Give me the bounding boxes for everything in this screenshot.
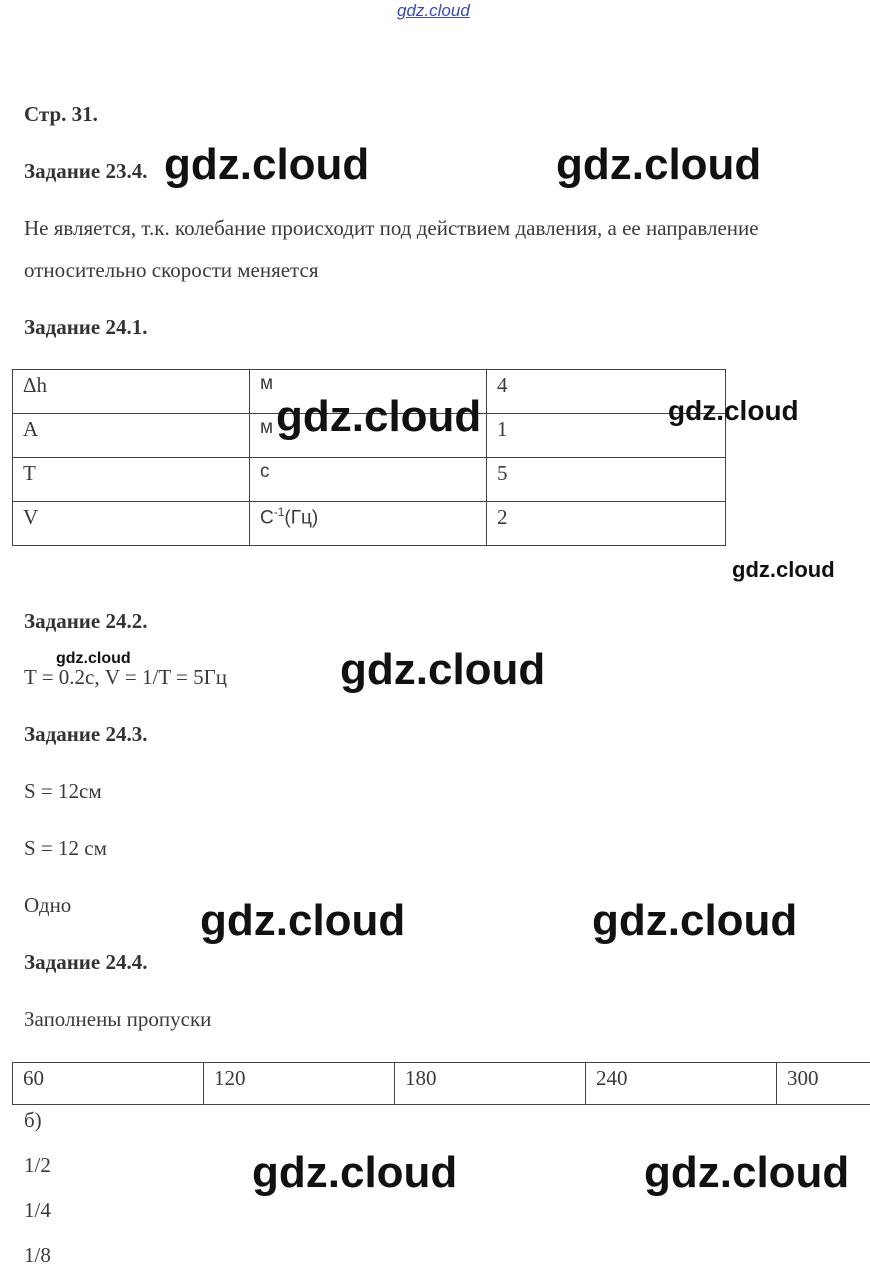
- watermark: gdz.cloud: [200, 896, 406, 945]
- task-24-4-sub-label: б): [24, 1108, 42, 1132]
- watermark: gdz.cloud: [340, 645, 546, 694]
- watermark: gdz.cloud: [56, 650, 131, 667]
- table-cell: 180: [395, 1063, 586, 1105]
- task-24-1-title: Задание 24.1.: [24, 315, 148, 339]
- table-cell-name: V: [13, 502, 250, 546]
- watermark: gdz.cloud: [252, 1148, 458, 1197]
- table-cell: 300: [777, 1063, 870, 1105]
- table-cell-value: 1: [487, 414, 726, 458]
- table-cell: 60: [13, 1063, 204, 1105]
- unit-rest: (Гц): [284, 507, 319, 529]
- watermark: gdz.cloud: [276, 392, 482, 441]
- table-cell-value: 2: [487, 502, 726, 546]
- table-row: [13, 458, 726, 502]
- watermark: gdz.cloud: [556, 140, 762, 189]
- task-24-3-line2: S = 12 см: [24, 836, 107, 860]
- table-row: [13, 502, 726, 546]
- table-cell-value: 5: [487, 458, 726, 502]
- page-label: Стр. 31.: [24, 102, 98, 126]
- task-24-4-title: Задание 24.4.: [24, 950, 148, 974]
- watermark: gdz.cloud: [732, 557, 835, 582]
- task-24-2-text: T = 0.2с, V = 1/T = 5Гц: [24, 665, 227, 689]
- table-cell-name: Δh: [13, 370, 250, 414]
- watermark-top[interactable]: gdz.cloud: [397, 1, 470, 20]
- task-23-4-line2: относительно скорости меняется: [24, 258, 319, 282]
- task-24-2-title: Задание 24.2.: [24, 609, 148, 633]
- task-24-3-line1: S = 12см: [24, 779, 102, 803]
- table-cell-unit: м: [250, 370, 487, 414]
- unit-exponent: -1: [273, 505, 285, 519]
- task-24-4-table: [12, 1062, 870, 1105]
- table-cell-name: T: [13, 458, 250, 502]
- table-cell: 120: [204, 1063, 395, 1105]
- table-cell-name: A: [13, 414, 250, 458]
- table-cell-unit: м: [250, 414, 487, 458]
- table-cell-value: 4: [487, 370, 726, 414]
- fraction-item: 1/2: [24, 1153, 51, 1177]
- watermark: gdz.cloud: [668, 395, 799, 426]
- task-24-4-intro: Заполнены пропуски: [24, 1007, 212, 1031]
- watermark: gdz.cloud: [164, 140, 370, 189]
- table-cell-unit: [250, 502, 487, 546]
- table-cell: 240: [586, 1063, 777, 1105]
- unit-base: С: [260, 507, 274, 529]
- fraction-item: 1/8: [24, 1243, 51, 1267]
- table-row: [13, 1063, 870, 1105]
- task-24-3-title: Задание 24.3.: [24, 722, 148, 746]
- task-23-4-title: Задание 23.4.: [24, 159, 148, 183]
- watermark: gdz.cloud: [644, 1148, 850, 1197]
- table-cell-unit: с: [250, 458, 487, 502]
- task-23-4-line1: Не является, т.к. колебание происходит под действием давления, а ее направление: [24, 216, 759, 240]
- watermark: gdz.cloud: [592, 896, 798, 945]
- task-24-3-line3: Одно: [24, 893, 72, 917]
- fraction-item: 1/4: [24, 1198, 51, 1222]
